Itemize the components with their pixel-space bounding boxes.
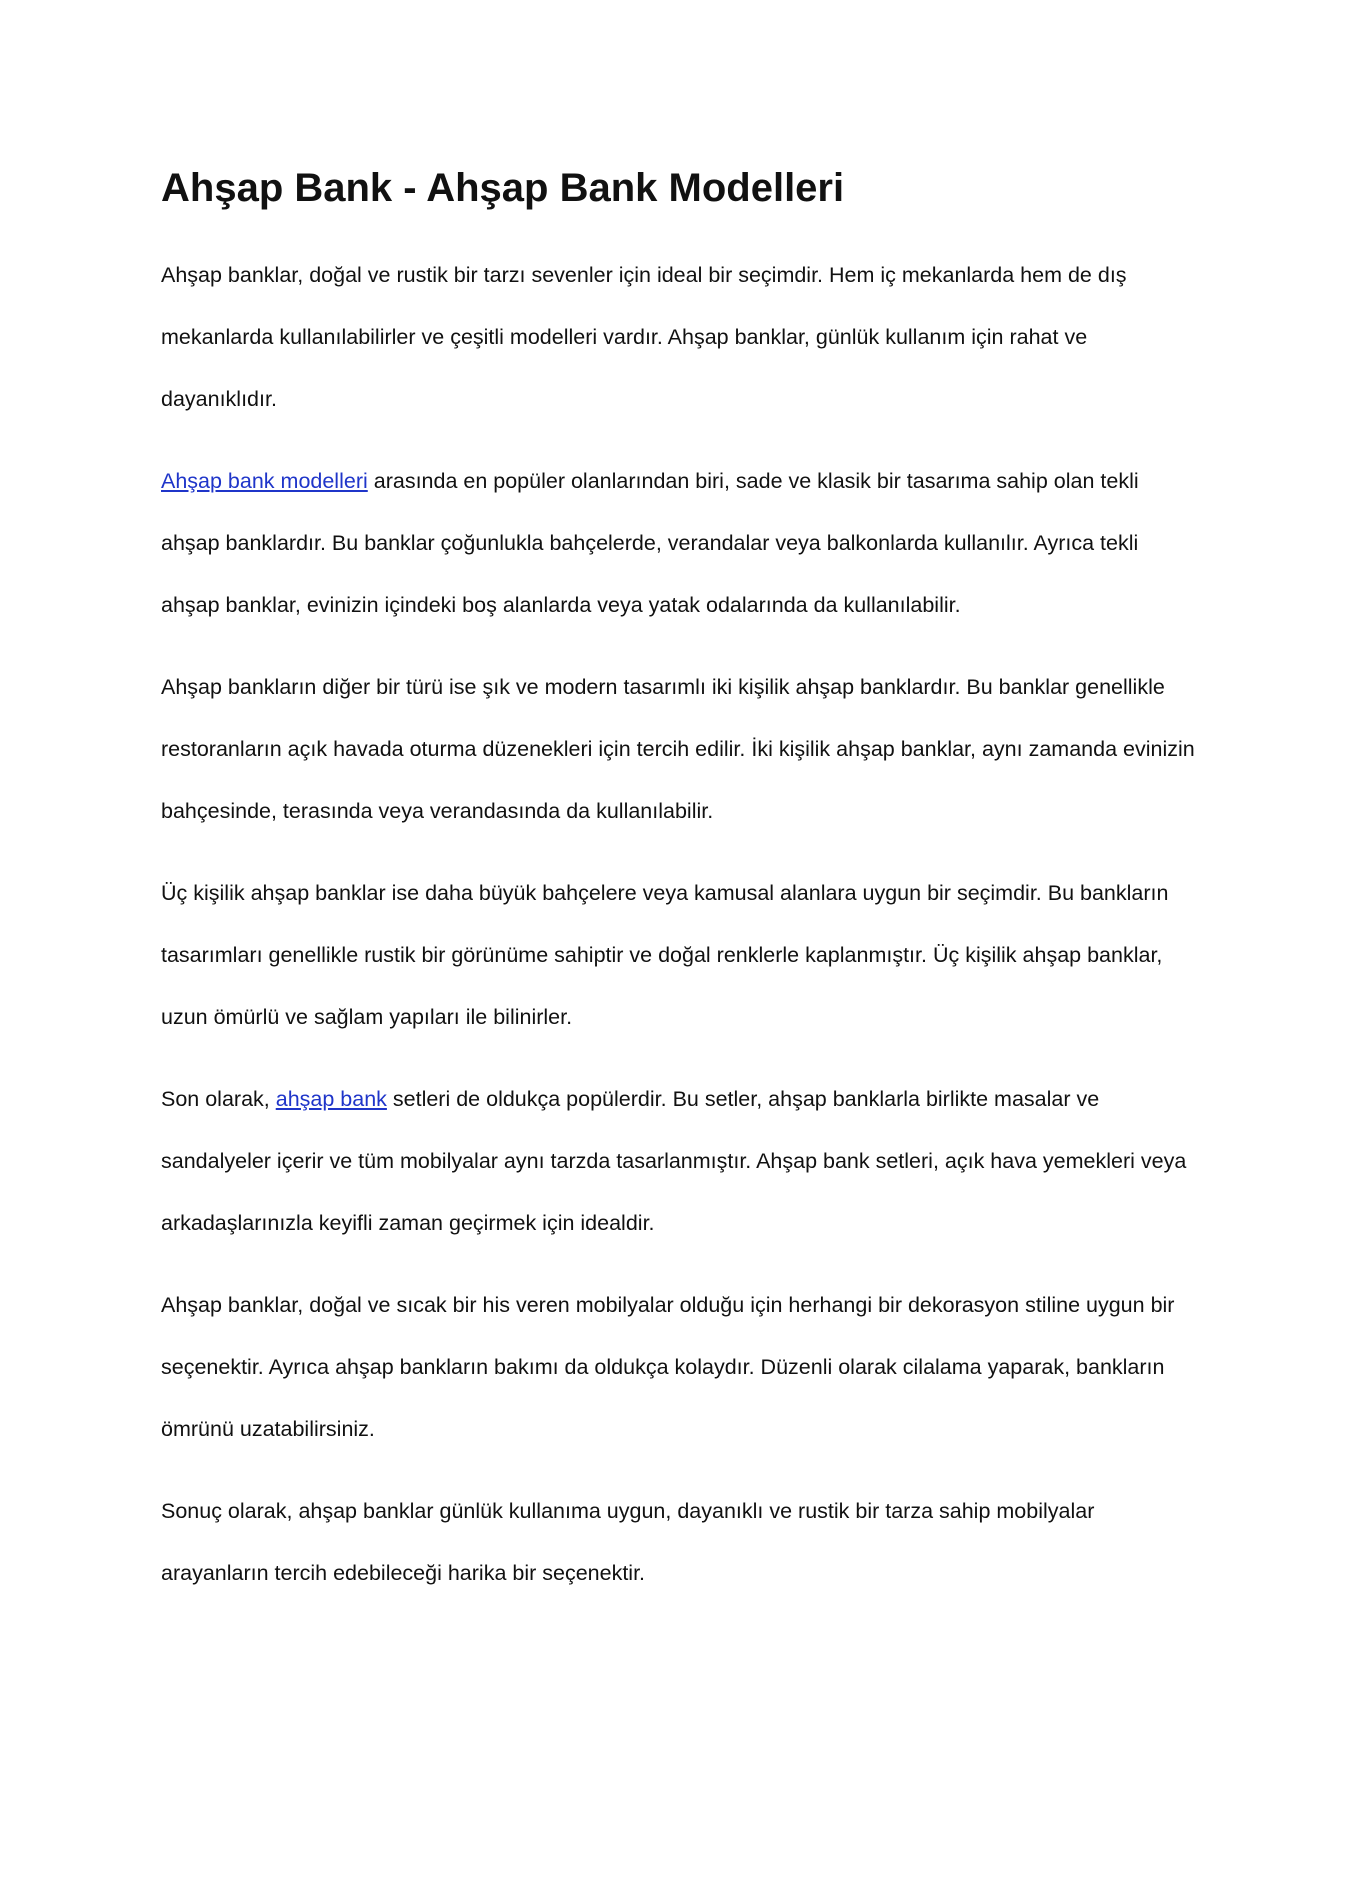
paragraph-intro: Ahşap banklar, doğal ve rustik bir tarzı sevenler için ideal bir seçimdir. Hem iç mekanlarda hem de dış mekanlarda kullanılabilirler ve çeşitli modelleri vardır. Ahşap banklar, günlük kullanım için rahat ve dayanıklıdır. [161, 263, 1127, 411]
link-ahsap-bank[interactable]: ahşap bank [275, 1087, 387, 1111]
document-title: Ahşap Bank - Ahşap Bank Modelleri [161, 166, 845, 210]
paragraph-maintenance: Ahşap banklar, doğal ve sıcak bir his veren mobilyalar olduğu için herhangi bir dekorasyon stiline uygun bir seçenektir. Ayrıca ahşap bankların bakımı da oldukça kolaydır. Düzenli olarak cilalama yaparak, bankların ömrünü uzatabilirsiniz. [161, 1293, 1175, 1441]
paragraph-bench-sets [161, 1068, 1201, 1254]
paragraph-text: setleri de oldukça popülerdir. Bu setler, ahşap banklarla birlikte masalar ve sandalyeler içerir ve tüm mobilyalar aynı tarzda tasarlanmıştır. Ahşap bank setleri, açık hava yemekleri veya arkadaşlarınızla keyifli zaman geçirmek için idealdir. [161, 1087, 1187, 1235]
paragraph-text: arasında en popüler olanlarından biri, sade ve klasik bir tasarıma sahip olan tekli ahşap banklardır. Bu banklar çoğunlukla bahçelerde, verandalar veya balkonlarda kullanılır. Ayrıca tekli ahşap banklar, evinizin içindeki boş alanlarda veya yatak odalarında da kullanılabilir. [161, 469, 1139, 617]
paragraph-single-benches [161, 450, 1201, 636]
document-page [161, 160, 1201, 1624]
paragraph-three-person-benches: Üç kişilik ahşap banklar ise daha büyük bahçelere veya kamusal alanlara uygun bir seçimdir. Bu bankların tasarımları genellikle rustik bir görünüme sahiptir ve doğal renklerle kaplanmıştır. Üç kişilik ahşap banklar, uzun ömürlü ve sağlam yapıları ile bilinirler. [161, 881, 1169, 1029]
link-ahsap-bank-modelleri[interactable]: Ahşap bank modelleri [161, 469, 368, 493]
paragraph-text: Son olarak, [161, 1087, 276, 1111]
paragraph-two-person-benches: Ahşap bankların diğer bir türü ise şık ve modern tasarımlı iki kişilik ahşap banklardır. Bu banklar genellikle restoranların açık havada oturma düzenekleri için tercih edilir. İki kişilik ahşap banklar, aynı zamanda evinizin bahçesinde, terasında veya verandasında da kullanılabilir. [161, 675, 1195, 823]
paragraph-conclusion: Sonuç olarak, ahşap banklar günlük kullanıma uygun, dayanıklı ve rustik bir tarza sahip mobilyalar arayanların tercih edebileceği harika bir seçenektir. [161, 1499, 1095, 1585]
